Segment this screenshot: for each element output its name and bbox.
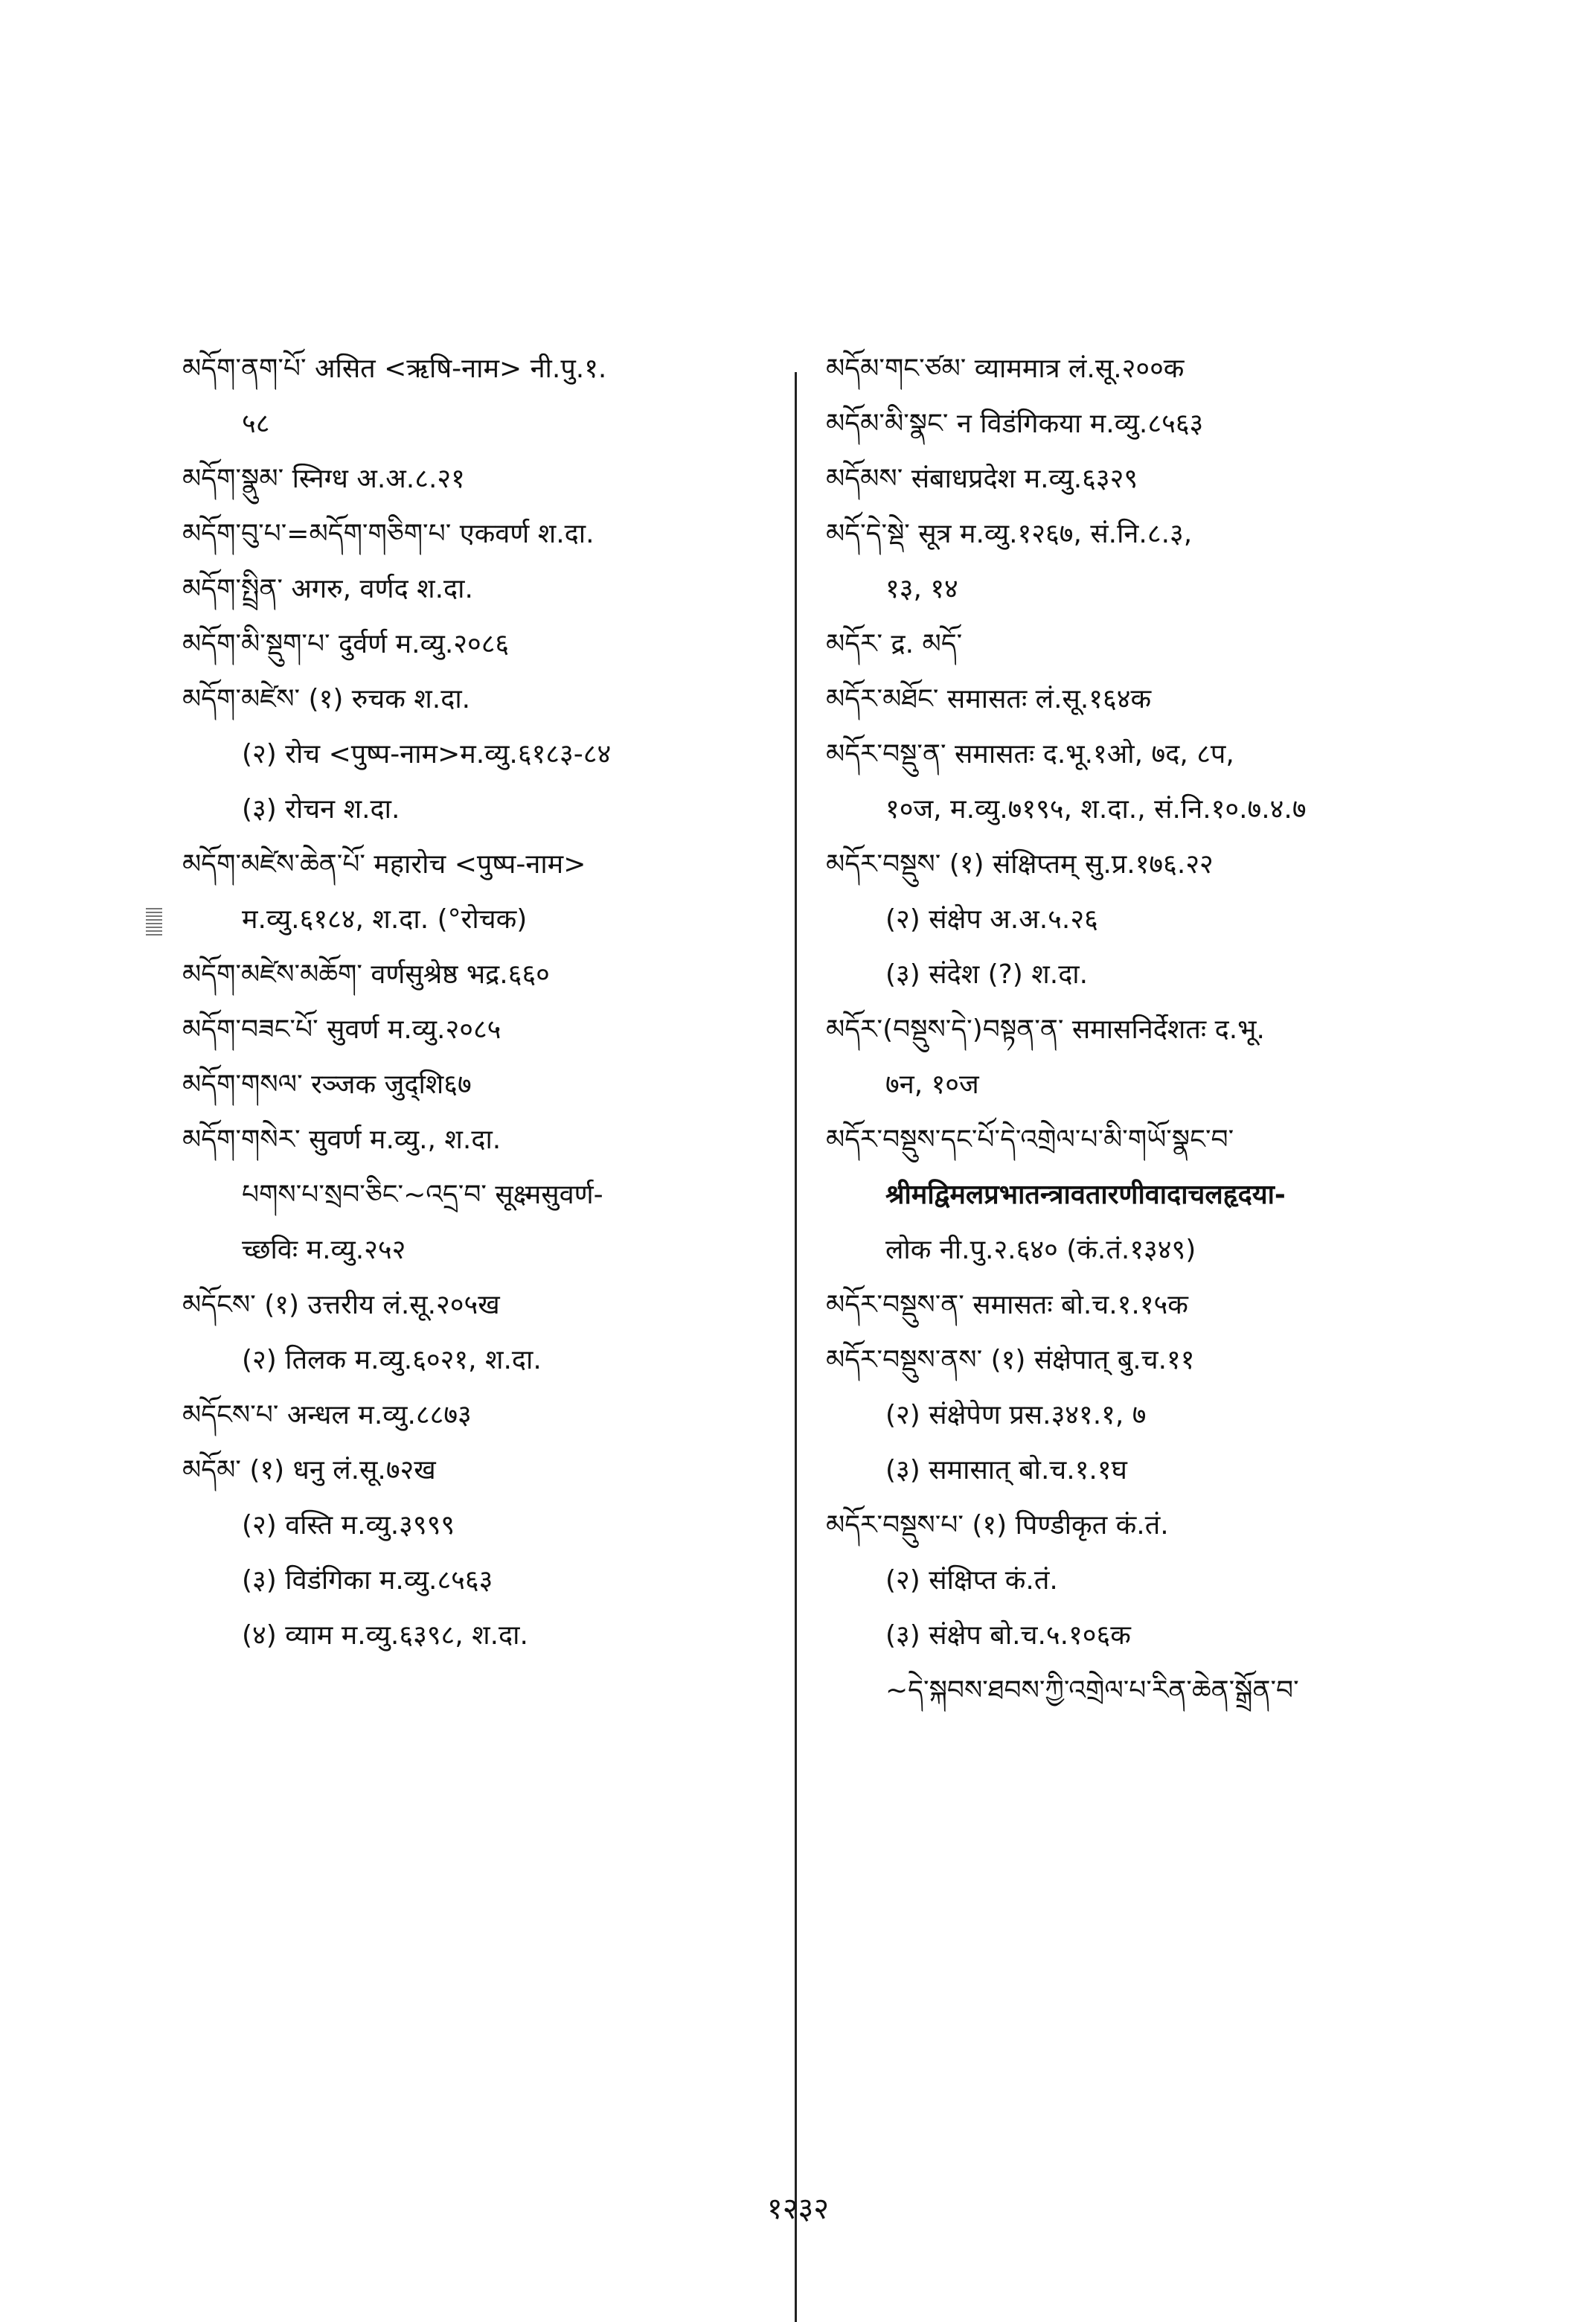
- entry-line: མདོར་བསྡུ་ན་ समासतः द.भू.१ओ, ७द, ८प,: [826, 739, 1234, 770]
- entry-continuation: लोक नी.पु.२.६४० (कं.तं.१३४९): [885, 1235, 1196, 1265]
- entry-continuation: म.व्यु.६१८४, श.दा. (°रोचक): [242, 904, 528, 935]
- entry-line: མདོར་བསྡུས་ (१) संक्षिप्तम् सु.प्र.१७६.२२: [826, 849, 1214, 880]
- entry-line: མདོར་བསྡུས་ན་ समासतः बो.च.१.१५क: [826, 1290, 1188, 1320]
- entry-line: མདོམ་གང་ཙམ་ व्याममात्र लं.सू.२००क: [826, 354, 1185, 384]
- entry-sense: (२) रोच <पुष्प-नाम>म.व्यु.६१८३-८४: [242, 739, 612, 770]
- entry-sense: (३) विडंगिका म.व्यु.८५६३: [242, 1565, 493, 1596]
- entry-line: མདོག་ནག་པོ་ असित <ऋषि-नाम> नी.पु.१.: [182, 354, 607, 384]
- entry-line: མདོར་བསྡུས་ནས་ (१) संक्षेपात् बु.च.११: [826, 1345, 1195, 1375]
- entry-line: མདོམ་མི་སྣང་ न विडंगिकया म.व्यु.८५६३: [826, 409, 1204, 439]
- entry-sense: (४) व्याम म.व्यु.६३९८, श.दा.: [242, 1620, 528, 1651]
- entry-line: མདོར་ द्र. མདོ་: [826, 629, 963, 659]
- entry-line: མདོངས་ (१) उत्तरीय लं.सू.२०५ख: [182, 1290, 500, 1320]
- entry-continuation: १०ज, म.व्यु.७१९५, श.दा., सं.नि.१०.७.४.७: [885, 794, 1307, 825]
- left-column: [182, 356, 778, 1677]
- entry-line: མདོར་མཐོང་ समासतः लं.सू.१६४क: [826, 684, 1152, 714]
- entry-line: མདོག་མཛེས་མཆོག་ वर्णसुश्रेष्ठ भद्र.६६०: [182, 959, 550, 990]
- entry-sense: (२) तिलक म.व्यु.६०२१, श.दा.: [242, 1345, 542, 1375]
- entry-line: མདོག་གསེར་ सुवर्ण म.व्यु., श.दा.: [182, 1125, 501, 1155]
- entry-line: མདོག་མཛེས་ཆེན་པོ་ महारोच <पुष्प-नाम>: [182, 849, 586, 880]
- entry-line: མདོངས་པ་ अन्धल म.व्यु.८८७३: [182, 1400, 472, 1430]
- entry-line: མདོར་(བསྡུས་དེ་)བསྟན་ན་ समासनिर्देशतः द.भू.: [826, 1014, 1265, 1045]
- entry-line: མདོག་བཟང་པོ་ सुवर्ण म.व्यु.२०८५: [182, 1014, 501, 1045]
- page-number: १२३२: [766, 2192, 830, 2226]
- entry-line: མདོག་མི་སྡུག་པ་ दुर्वर्ण म.व्यु.२०८६: [182, 629, 510, 659]
- entry-line: མདོག་གསལ་ रञ्जक जुद्शि६७: [182, 1069, 472, 1100]
- entry-sense: (३) रोचन श.दा.: [242, 794, 400, 825]
- entry-continuation: श्रीमद्विमलप्रभातन्त्रावतारणीवादाचलहृदया-: [885, 1180, 1286, 1210]
- entry-sense: (३) संक्षेप बो.च.५.१०६क: [885, 1620, 1131, 1651]
- entry-sense: (३) संदेश (?) श.दा.: [885, 959, 1089, 990]
- right-column: [826, 356, 1466, 1733]
- entry-line: མདོག་སྣུམ་ स्निग्ध अ.अ.८.२१: [182, 464, 465, 494]
- entry-continuation: ७न, १०ज: [885, 1069, 979, 1100]
- entry-continuation: १३, १४: [885, 574, 958, 604]
- entry-sense: (२) वस्ति म.व्यु.३९९९: [242, 1510, 455, 1541]
- entry-continuation: च्छविः म.व्यु.२५२: [242, 1235, 406, 1265]
- entry-line: མདོམས་ संबाधप्रदेश म.व्यु.६३२९: [826, 464, 1138, 494]
- entry-sense: ~དེ་སྐབས་ཐབས་ཀྱི་འགྲེལ་པ་རིན་ཆེན་སྒྲོན་བ་: [885, 1675, 1299, 1706]
- entry-sense: (२) संक्षेपेण प्रस.३४१.१, ७: [885, 1400, 1147, 1430]
- entry-line: མདོག་མཛེས་ (१) रुचक श.दा.: [182, 684, 471, 714]
- entry-continuation: པགས་པ་སྲབ་ཅིང་~འདྲ་བ་ सूक्ष्मसुवर्ण-: [242, 1180, 603, 1210]
- entry-sense: (२) संक्षेप अ.अ.५.२६: [885, 904, 1098, 935]
- entry-sense: (३) समासात् बो.च.१.१घ: [885, 1455, 1127, 1485]
- entry-line: མདོག་སྤྲིན་ अगरु, वर्णद श.दा.: [182, 574, 473, 604]
- margin-mark: [146, 908, 162, 938]
- entry-line: མདོག་བུ་པ་=མདོག་གཅིག་པ་ एकवर्ण श.दा.: [182, 519, 595, 549]
- entry-line: མདོར་བསྡུས་དང་པོ་དེ་འགྲེལ་པ་མི་གཡོ་སྣང་བ་: [826, 1125, 1234, 1155]
- entry-sense: (२) संक्षिप्त कं.तं.: [885, 1565, 1058, 1596]
- column-divider: [795, 372, 797, 2322]
- entry-line: མདོ་དེ་སྡེ་ सूत्र म.व्यु.१२६७, सं.नि.८.३,: [826, 519, 1193, 549]
- entry-line: མདོར་བསྡུས་པ་ (१) पिण्डीकृत कं.तं.: [826, 1510, 1169, 1541]
- entry-line: མདོམ་ (१) धनु लं.सू.७२ख: [182, 1455, 436, 1485]
- entry-continuation: ५८: [242, 409, 270, 439]
